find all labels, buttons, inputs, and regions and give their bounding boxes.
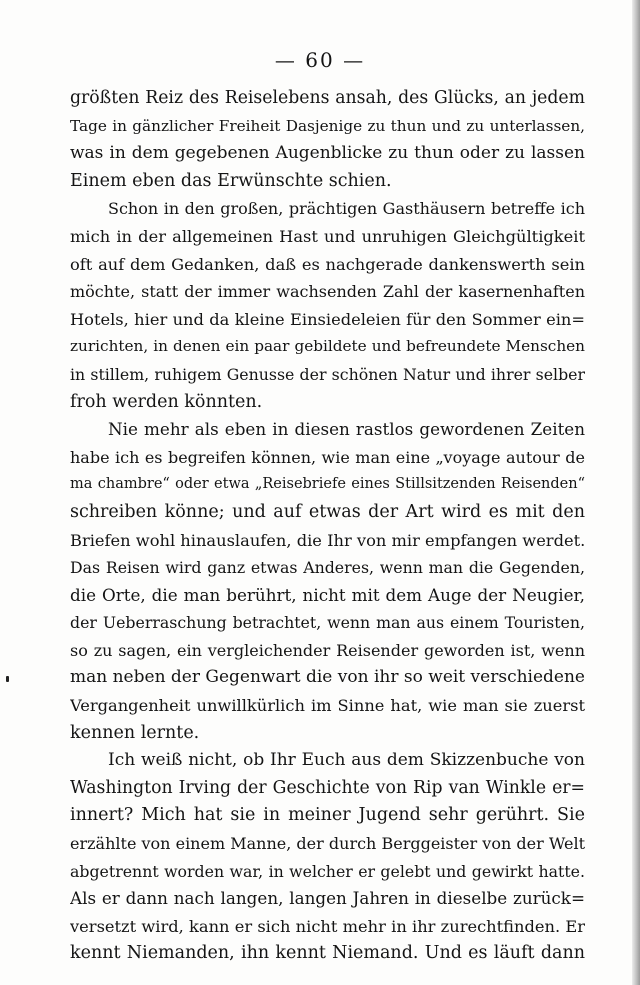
text-line: Hotels, hier und da kleine Einsiedeleien für den Sommer ein=	[70, 309, 585, 329]
text-line: Briefen wohl hinauslaufen, die Ihr von mir empfangen werdet.	[70, 530, 585, 550]
text-line: in stillem, ruhigem Genusse der schönen Natur und ihrer selber	[70, 364, 585, 384]
text-line: Als er dann nach langen, langen Jahren in dieselbe zurück=	[70, 888, 585, 909]
text-line: Einem eben das Erwünschte schien.	[70, 170, 392, 191]
text-line: innert? Mich hat sie in meiner Jugend sehr gerührt. Sie	[70, 805, 585, 826]
text-line: Nie mehr als eben in diesen rastlos gewordenen Zeiten	[108, 419, 585, 440]
text-line: versetzt wird, kann er sich nicht mehr in ihr zurechtfinden. Er	[70, 916, 585, 936]
text-line: Vergangenheit unwillkürlich im Sinne hat, wie man sie zuerst	[70, 696, 585, 716]
text-line: man neben der Gegenwart die von ihr so weit verschiedene	[70, 667, 585, 688]
text-line: der Ueberraschung betrachtet, wenn man aus einem Touristen,	[70, 613, 585, 633]
page-number: — 60 —	[274, 48, 366, 72]
page-edge-shadow	[632, 0, 640, 985]
text-line: Ich weiß nicht, ob Ihr Euch aus dem Skizzenbuche von	[108, 750, 585, 771]
text-line: schreiben könne; und auf etwas der Art wird es mit den	[70, 501, 585, 522]
text-line: erzählte von einem Manne, der durch Berggeister von der Welt	[70, 834, 585, 854]
text-line: abgetrennt worden war, in welcher er gelebt und gewirkt hatte.	[70, 861, 585, 881]
text-line: oft auf dem Gedanken, daß es nachgerade dankenswerth sein	[70, 254, 585, 274]
body-text	[70, 85, 585, 968]
text-line: Das Reisen wird ganz etwas Anderes, wenn man die Gegenden,	[70, 558, 585, 578]
text-line: was in dem gegebenen Augenblicke zu thun oder zu lassen	[70, 143, 585, 164]
margin-mark	[6, 676, 9, 682]
text-line: Washington Irving der Geschichte von Rip van Winkle er=	[70, 777, 585, 798]
text-line: kennen lernte.	[70, 722, 200, 743]
text-line: die Orte, die man berührt, nicht mit dem Auge der Neugier,	[70, 584, 585, 605]
text-line: möchte, statt der immer wachsenden Zahl der kasernenhaften	[70, 282, 585, 302]
text-line: habe ich es begreifen können, wie man eine „voyage autour de	[70, 447, 585, 467]
text-line: größten Reiz des Reiselebens ansah, des Glücks, an jedem	[70, 88, 585, 108]
text-line: Tage in gänzlicher Freiheit Dasjenige zu thun und zu unterlassen,	[70, 116, 585, 135]
text-line: froh werden könnten.	[70, 391, 263, 412]
text-line: kennt Niemanden, ihn kennt Niemand. Und es läuft dann	[70, 943, 585, 964]
text-line: Schon in den großen, prächtigen Gasthäusern betreffe ich	[108, 199, 585, 219]
text-line: so zu sagen, ein vergleichender Reisender geworden ist, wenn	[70, 640, 585, 660]
text-line: mich in der allgemeinen Hast und unruhigen Gleichgültigkeit	[70, 226, 585, 246]
text-line: ma chambre“ oder etwa „Reisebriefe eines Stillsitzenden Reisenden“	[70, 476, 585, 493]
text-line: zurichten, in denen ein paar gebildete und befreundete Menschen	[70, 337, 585, 356]
